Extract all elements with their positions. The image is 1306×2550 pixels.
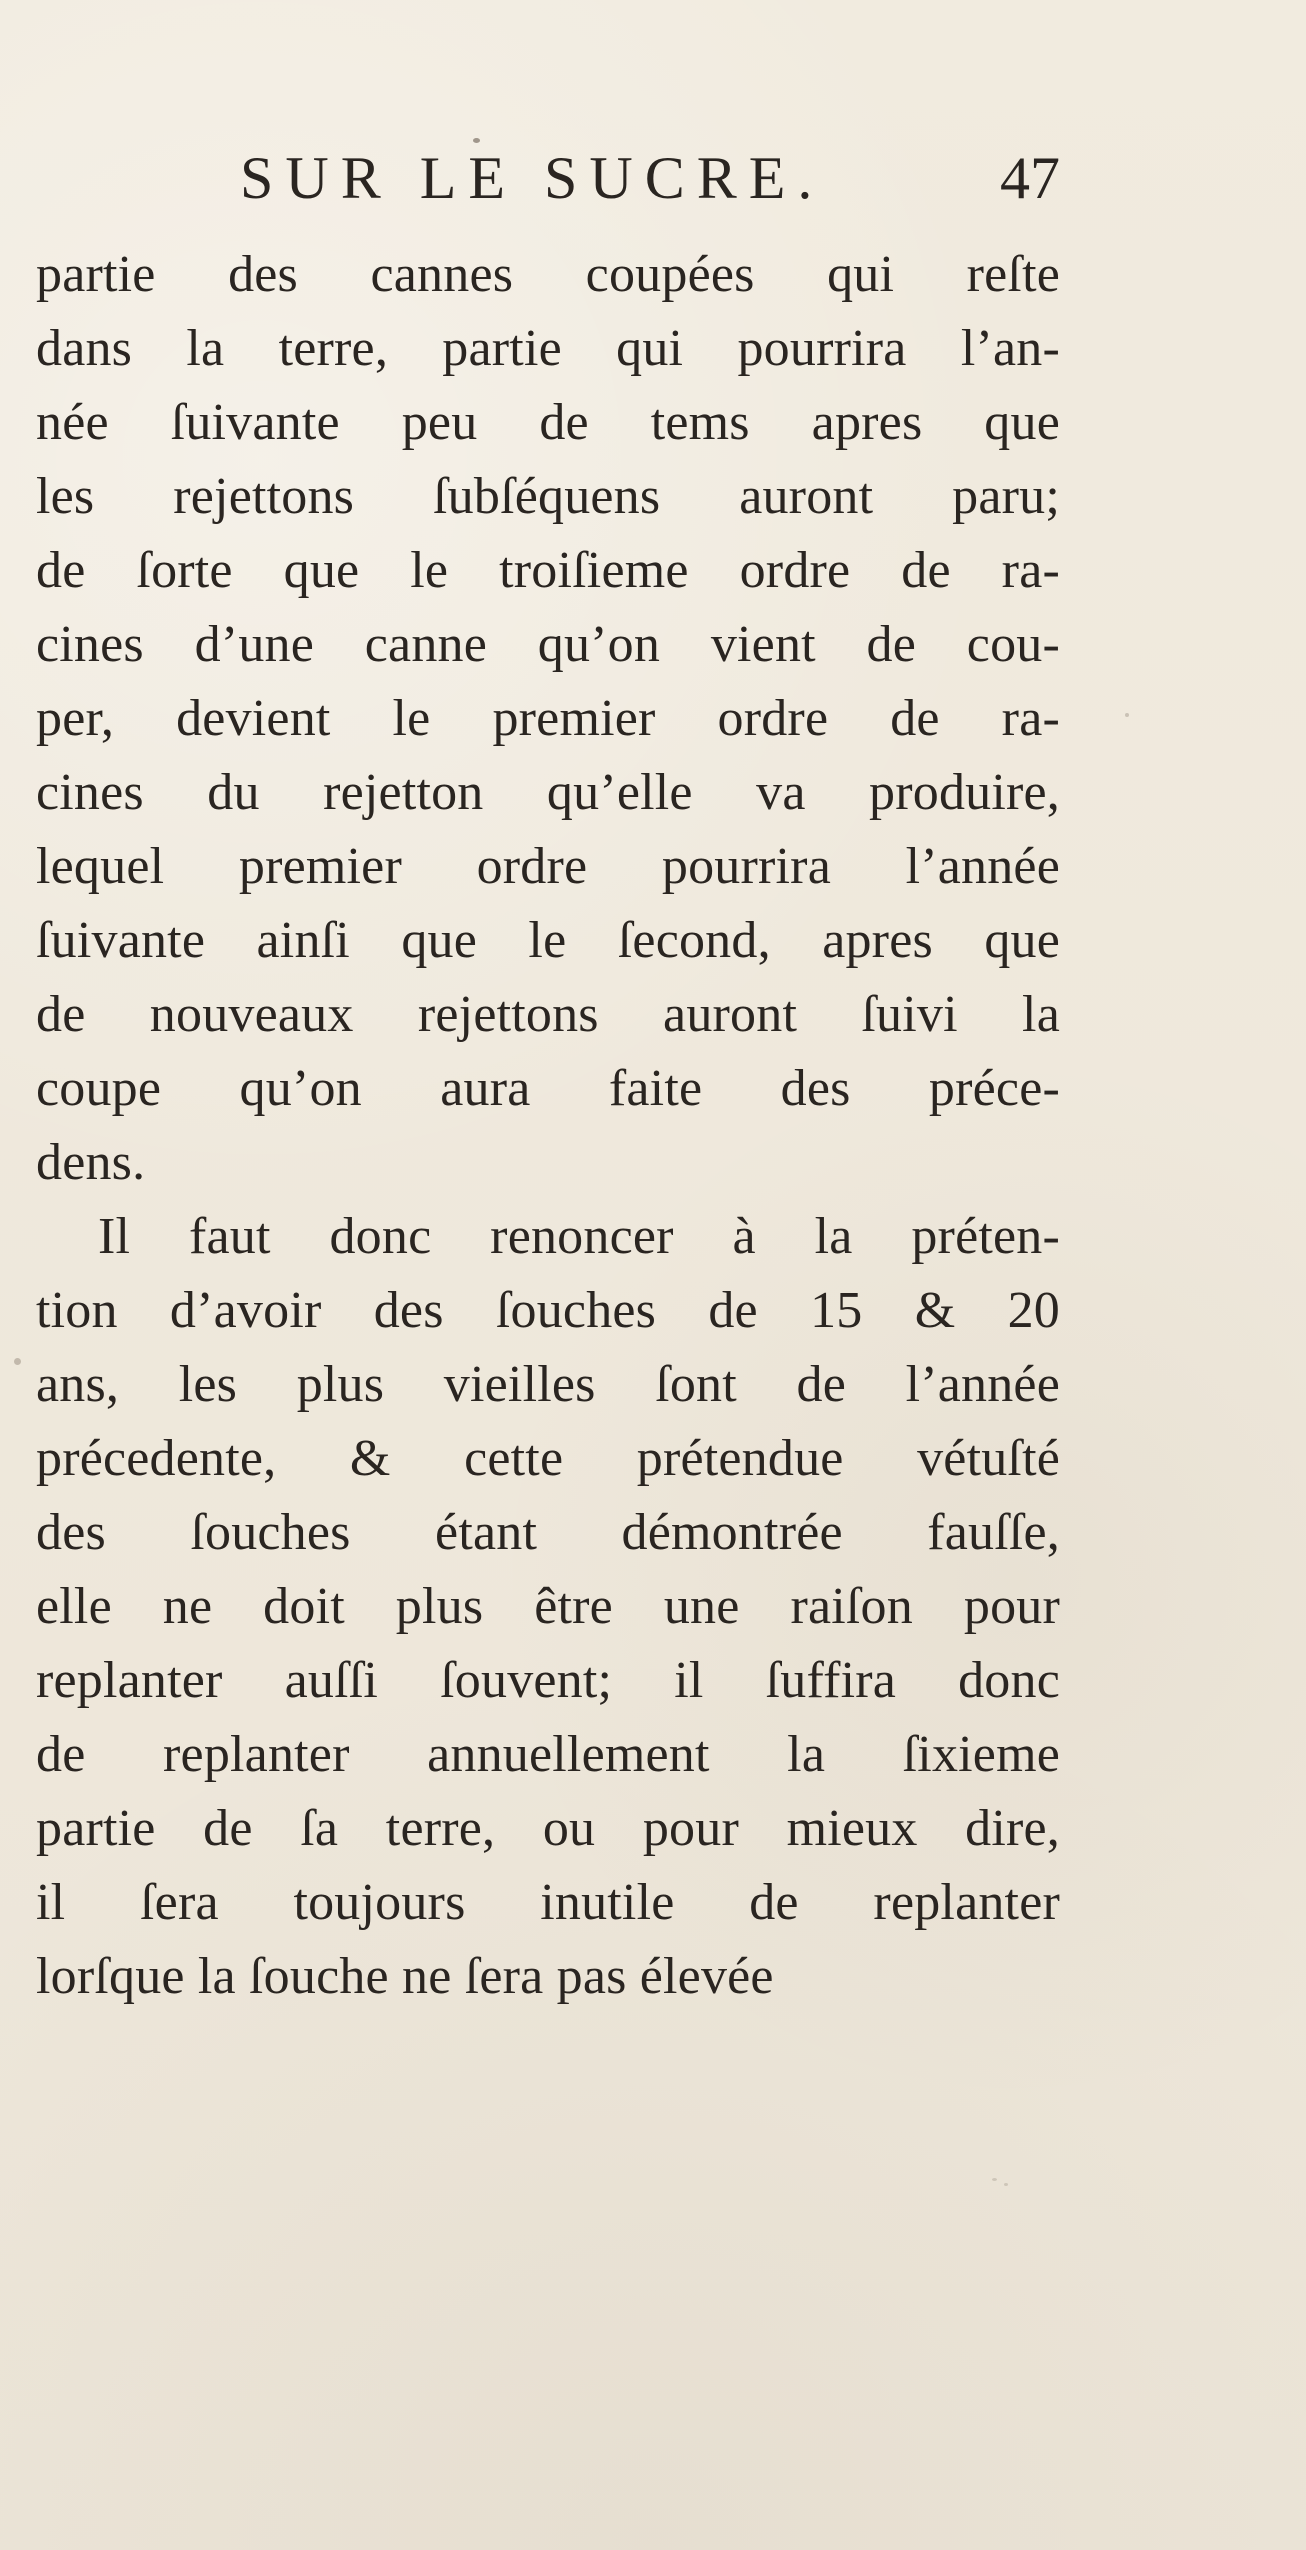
text-line: per, devient le premier ordre de ra- bbox=[36, 690, 1060, 747]
text-line: coupe qu’on aura faite des préce- bbox=[36, 1060, 1060, 1117]
text-line: partie des cannes coupées qui reſte bbox=[36, 246, 1060, 303]
paper-speck bbox=[1004, 2183, 1008, 2186]
text-line: partie de ſa terre, ou pour mieux dire, bbox=[36, 1800, 1060, 1857]
text-line: ſuivante ainſi que le ſecond, apres que bbox=[36, 912, 1060, 969]
text-line: tion d’avoir des ſouches de 15 & 20 bbox=[36, 1282, 1060, 1339]
text-line: précedente, & cette prétendue vétuſté bbox=[36, 1430, 1060, 1487]
paper-speck bbox=[1125, 713, 1129, 717]
text-line: dans la terre, partie qui pourrira l’an- bbox=[36, 320, 1060, 377]
text-line: des ſouches étant démontrée fauſſe, bbox=[36, 1504, 1060, 1561]
text-line: les rejettons ſubſéquens auront paru; bbox=[36, 468, 1060, 525]
text-line: elle ne doit plus être une raiſon pour bbox=[36, 1578, 1060, 1635]
paper-speck bbox=[14, 1358, 21, 1365]
paragraph-start-line: Il faut donc renoncer à la préten- bbox=[98, 1208, 1060, 1265]
text-line: de replanter annuellement la ſixieme bbox=[36, 1726, 1060, 1783]
text-line: il ſera toujours inutile de replanter bbox=[36, 1874, 1060, 1931]
paper-speck bbox=[992, 2178, 997, 2181]
text-line: ans, les plus vieilles ſont de l’année bbox=[36, 1356, 1060, 1413]
text-line: lequel premier ordre pourrira l’année bbox=[36, 838, 1060, 895]
page-number: 47 bbox=[1000, 145, 1060, 211]
text-line: cines d’une canne qu’on vient de cou- bbox=[36, 616, 1060, 673]
text-line: lorſque la ſouche ne ſera pas élevée bbox=[36, 1948, 774, 2005]
text-line: replanter auſſi ſouvent; il ſuffira donc bbox=[36, 1652, 1060, 1709]
text-line: dens. bbox=[36, 1134, 146, 1191]
paper-speck bbox=[473, 138, 480, 143]
running-head: SUR LE SUCRE. bbox=[240, 145, 825, 211]
page-header bbox=[240, 144, 1060, 230]
text-line: cines du rejetton qu’elle va produire, bbox=[36, 764, 1060, 821]
text-line: de ſorte que le troiſieme ordre de ra- bbox=[36, 542, 1060, 599]
text-line: de nouveaux rejettons auront ſuivi la bbox=[36, 986, 1060, 1043]
body-text bbox=[36, 238, 1060, 2014]
text-line: née ſuivante peu de tems apres que bbox=[36, 394, 1060, 451]
